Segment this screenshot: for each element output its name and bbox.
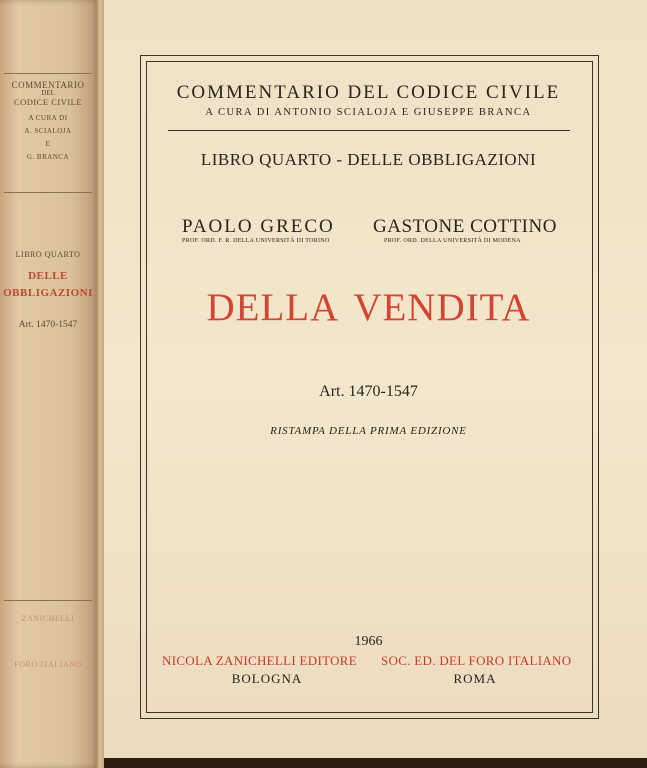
series-editors: A CURA DI ANTONIO SCIALOJA E GIUSEPPE BRANCA bbox=[205, 107, 532, 118]
spine-publisher2: FORO ITALIANO bbox=[14, 660, 82, 669]
spine-edge bbox=[96, 0, 104, 768]
spine-rule-bottom bbox=[4, 600, 92, 601]
book-title-word1: DELLA bbox=[206, 286, 340, 329]
articles-range: Art. 1470-1547 bbox=[319, 383, 418, 400]
spine-articles: Art. 1470-1547 bbox=[18, 320, 78, 330]
spine-editors-label: A CURA DI bbox=[28, 114, 68, 122]
book-title-word2: VENDITA bbox=[353, 286, 531, 329]
spine-title-line2: OBBLIGAZIONI bbox=[3, 287, 93, 299]
book-title bbox=[146, 285, 591, 330]
author2-affiliation: PROF. ORD. DELLA UNIVERSITÀ DI MODENA bbox=[384, 238, 521, 244]
spine-series-del: DEL bbox=[41, 89, 55, 97]
spine-rule-mid bbox=[4, 192, 92, 193]
publisher1-city: BOLOGNA bbox=[231, 671, 303, 686]
series-title: COMMENTARIO DEL CODICE CIVILE bbox=[176, 82, 561, 103]
spine-part: LIBRO QUARTO bbox=[15, 250, 81, 259]
spine-editor2: G. BRANCA bbox=[26, 153, 70, 161]
spine-series-word1: COMMENTARIO bbox=[11, 80, 85, 90]
author1-name: PAOLO GRECO bbox=[182, 216, 335, 237]
spine-editor1: A. SCIALOJA bbox=[24, 127, 72, 135]
spine-rule-top bbox=[4, 73, 92, 74]
publisher2-name: SOC. ED. DEL FORO ITALIANO bbox=[381, 653, 572, 668]
spine-editors-and: E bbox=[45, 140, 51, 148]
publication-year: 1966 bbox=[354, 634, 383, 649]
spine-title-line1: DELLE bbox=[28, 270, 68, 282]
publisher1-name: NICOLA ZANICHELLI EDITORE bbox=[162, 653, 358, 668]
spine-series-codice: CODICE CIVILE bbox=[13, 97, 83, 107]
header-rule bbox=[168, 130, 570, 131]
book-part: LIBRO QUARTO - DELLE OBBLIGAZIONI bbox=[200, 150, 537, 169]
book-spine bbox=[0, 0, 100, 768]
publisher2-city: ROMA bbox=[453, 671, 497, 686]
author1-affiliation: PROF. ORD. F. R. DELLA UNIVERSITÀ DI TORINO bbox=[182, 238, 330, 244]
reprint-note: RISTAMPA DELLA PRIMA EDIZIONE bbox=[270, 425, 467, 437]
bottom-shadow bbox=[104, 758, 647, 768]
spine-publisher1: ZANICHELLI bbox=[21, 614, 75, 623]
author2-name: GASTONE COTTINO bbox=[373, 216, 557, 237]
